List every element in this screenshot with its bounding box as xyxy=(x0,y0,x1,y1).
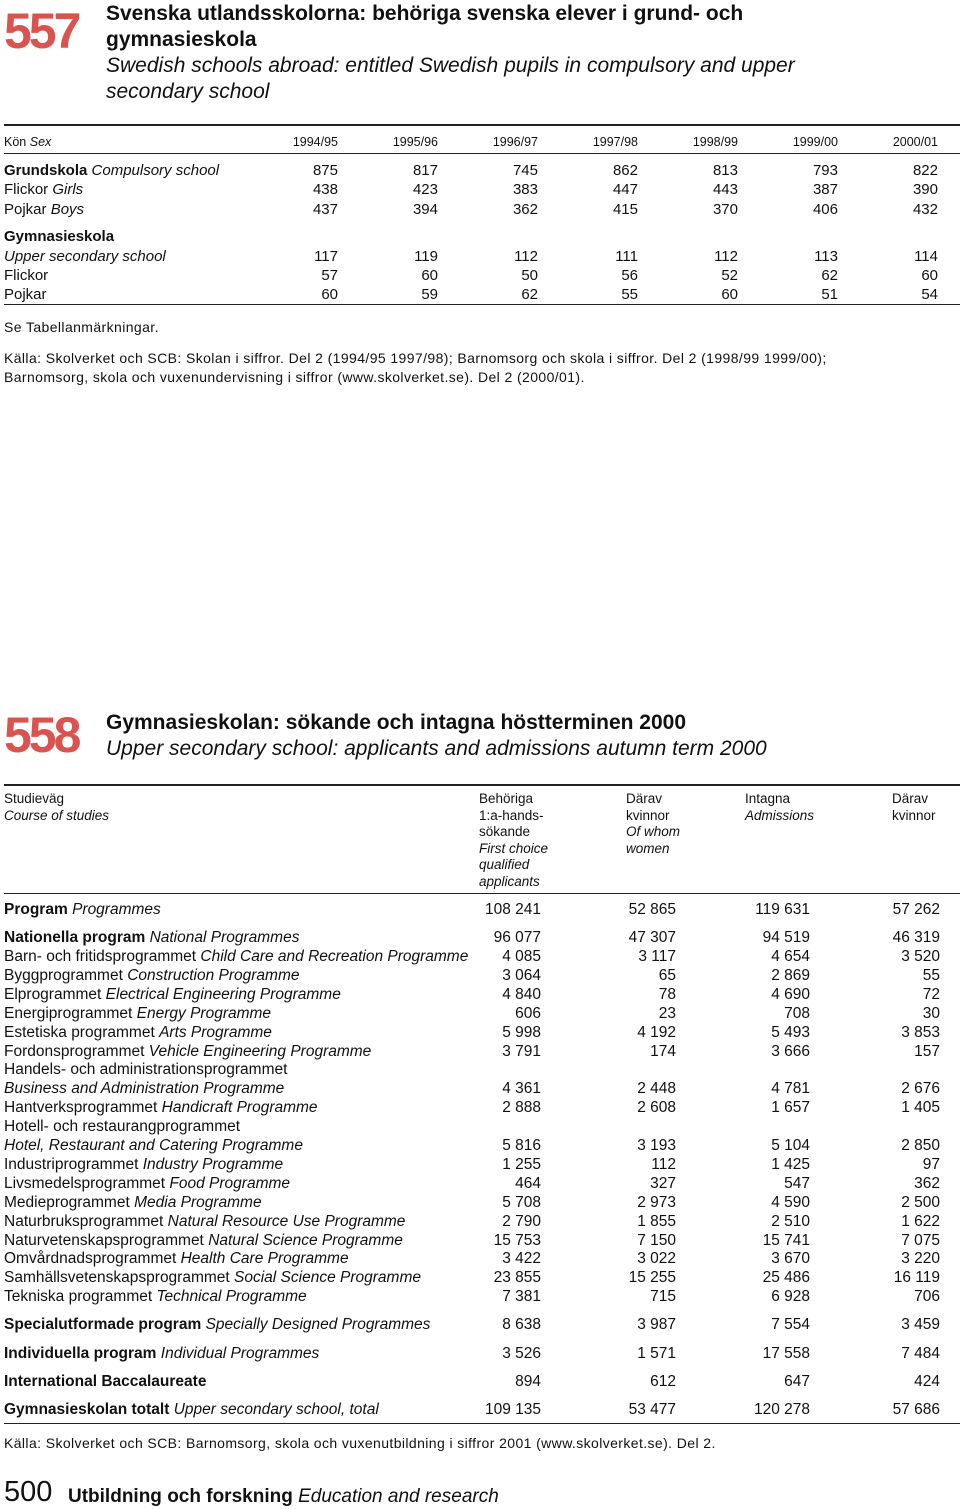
table-row xyxy=(4,1250,960,1269)
table-row xyxy=(4,286,960,306)
table-cell: 2 500 xyxy=(901,1194,940,1211)
table-cell: 3 117 xyxy=(638,948,676,965)
table-cell: 57 xyxy=(321,267,338,284)
table-cell: 362 xyxy=(512,201,538,218)
row-label-en: Media Programme xyxy=(134,1194,262,1211)
table-cell: 57 686 xyxy=(892,1401,940,1418)
table-cell: 96 077 xyxy=(493,929,541,946)
table-cell: 114 xyxy=(914,248,938,265)
table-cell: 4 590 xyxy=(771,1194,810,1211)
row-label-en: Programmes xyxy=(72,901,161,918)
col-of-whom-sv: Därav xyxy=(626,791,663,806)
table-558-source: Källa: Skolverket och SCB: Barnomsorg, skola och vuxenutbildning i siffror 2001 (www.skolverket.se). Del 2. xyxy=(4,1435,716,1451)
table-cell: 822 xyxy=(912,162,938,179)
table-cell: 78 xyxy=(658,986,676,1003)
table-cell: 424 xyxy=(914,1373,940,1390)
row-label-sv: Hantverksprogrammet xyxy=(4,1099,158,1116)
row-label-en: National Programmes xyxy=(149,929,300,946)
col-of-whom-en-2: women xyxy=(626,840,670,856)
table-row xyxy=(4,248,960,268)
table-cell: 62 xyxy=(821,267,838,284)
row-label xyxy=(4,1137,303,1155)
table-cell: 52 865 xyxy=(628,901,676,918)
table-cell: 60 xyxy=(421,267,438,284)
row-label-en: Food Programme xyxy=(169,1175,291,1192)
table-557-source-line-2: Barnomsorg, skola och vuxenundervisning i siffror (www.skolverket.se). Del 2 (2000/01). xyxy=(4,369,585,385)
table-cell: 547 xyxy=(784,1175,810,1192)
row-label xyxy=(4,1232,403,1250)
table-row xyxy=(4,267,960,287)
col-applicants-sv-2: 1:a-hands- xyxy=(479,807,544,823)
row-label-sv: International Baccalaureate xyxy=(4,1373,207,1390)
table-cell: 3 791 xyxy=(502,1043,541,1060)
table-row xyxy=(4,1005,960,1024)
table-cell: 60 xyxy=(921,267,938,284)
table-row xyxy=(4,1080,960,1099)
table-cell: 47 307 xyxy=(628,929,676,946)
table-cell: 406 xyxy=(812,201,838,218)
row-label xyxy=(4,286,47,303)
row-label-sv: Gymnasieskolan totalt xyxy=(4,1401,170,1418)
row-label xyxy=(4,1156,283,1174)
table-cell: 112 xyxy=(714,248,738,265)
table-558-number: 558 xyxy=(4,707,79,763)
table-row xyxy=(4,1213,960,1232)
row-label xyxy=(4,1005,271,1023)
table-cell: 438 xyxy=(312,181,338,198)
table-cell: 612 xyxy=(650,1373,676,1390)
table-cell: 3 526 xyxy=(502,1345,541,1362)
table-cell: 4 840 xyxy=(502,986,541,1003)
table-558-top-rule xyxy=(4,784,960,786)
row-label-en: Upper secondary school, total xyxy=(173,1401,379,1418)
table-cell: 52 xyxy=(721,267,738,284)
table-row xyxy=(4,929,960,948)
row-label-en: Individual Programmes xyxy=(160,1345,320,1362)
table-cell: 3 220 xyxy=(901,1250,940,1267)
table-cell: 875 xyxy=(312,162,338,179)
row-label-sv: Barn- och fritidsprogrammet xyxy=(4,948,197,965)
sex-label-en: Sex xyxy=(29,135,52,149)
row-label xyxy=(4,967,300,985)
table-cell: 112 xyxy=(514,248,538,265)
table-cell: 2 850 xyxy=(901,1137,940,1154)
table-row xyxy=(4,986,960,1005)
table-cell: 53 477 xyxy=(628,1401,676,1418)
table-cell: 4 192 xyxy=(637,1024,676,1041)
table-cell: 62 xyxy=(521,286,538,303)
table-row xyxy=(4,1316,960,1335)
table-cell: 112 xyxy=(651,1156,676,1173)
table-row xyxy=(4,1024,960,1043)
col-women-sv-2: kvinnor xyxy=(892,807,936,823)
table-cell: 119 xyxy=(414,248,438,265)
table-cell: 15 255 xyxy=(628,1269,676,1286)
table-cell: 5 998 xyxy=(502,1024,541,1041)
row-label-en: Specially Designed Programmes xyxy=(205,1316,431,1333)
table-row xyxy=(4,901,960,920)
year-header: 1996/97 xyxy=(492,135,538,149)
row-label-en: Girls xyxy=(52,181,84,198)
table-cell: 1 571 xyxy=(637,1345,676,1362)
table-row xyxy=(4,1099,960,1118)
table-cell: 423 xyxy=(412,181,438,198)
table-cell: 15 753 xyxy=(493,1232,541,1249)
table-cell: 362 xyxy=(914,1175,940,1192)
table-cell: 2 869 xyxy=(771,967,810,984)
table-cell: 46 319 xyxy=(892,929,940,946)
table-cell: 7 554 xyxy=(771,1316,810,1333)
row-label-en: Industry Programme xyxy=(142,1156,284,1173)
table-row xyxy=(4,948,960,967)
row-label-sv: Medieprogrammet xyxy=(4,1194,130,1211)
row-label-sv: Individuella program xyxy=(4,1345,157,1362)
table-cell: 437 xyxy=(312,201,338,218)
col-of-whom-en: Of whom xyxy=(626,824,681,840)
table-558-bottom-rule xyxy=(4,1423,960,1424)
table-558-header-rule xyxy=(4,893,960,894)
table-cell: 59 xyxy=(421,286,438,303)
table-row xyxy=(4,1137,960,1156)
table-557-bottom-rule xyxy=(4,304,960,305)
table-cell: 6 928 xyxy=(771,1288,810,1305)
table-558-title-sv: Gymnasieskolan: sökande och intagna höstterminen 2000 xyxy=(106,711,687,734)
col-course-en: Course of studies xyxy=(4,807,110,823)
table-cell: 5 104 xyxy=(771,1137,810,1154)
table-cell: 3 422 xyxy=(502,1250,541,1267)
table-cell: 813 xyxy=(712,162,738,179)
row-label xyxy=(4,1043,371,1061)
table-cell: 23 855 xyxy=(493,1269,541,1286)
col-applicants-en-3: applicants xyxy=(479,873,540,889)
row-label-sv: Flickor xyxy=(4,267,49,284)
row-label xyxy=(4,1099,318,1117)
year-header: 1998/99 xyxy=(692,135,738,149)
row-label-sv: Pojkar xyxy=(4,286,47,303)
table-row xyxy=(4,1401,960,1420)
table-cell: 5 708 xyxy=(502,1194,541,1211)
row-label xyxy=(4,201,84,218)
col-course-sv: Studieväg xyxy=(4,791,65,806)
table-cell: 5 493 xyxy=(771,1024,810,1041)
table-cell: 4 781 xyxy=(771,1080,810,1097)
table-cell: 7 484 xyxy=(901,1345,940,1362)
table-cell: 2 888 xyxy=(502,1099,541,1116)
table-cell: 447 xyxy=(612,181,638,198)
row-label-sv: Pojkar xyxy=(4,201,47,218)
table-cell: 16 119 xyxy=(893,1269,940,1286)
row-label-en: Business and Administration Programme xyxy=(4,1080,285,1097)
table-cell: 793 xyxy=(812,162,838,179)
col-women-sv: Därav xyxy=(892,791,929,806)
table-row xyxy=(4,1373,960,1392)
col-admissions-sv: Intagna xyxy=(745,791,791,806)
footer-title-en: Education and research xyxy=(298,1486,499,1507)
row-label xyxy=(4,1288,307,1306)
table-cell: 327 xyxy=(650,1175,676,1192)
row-label-sv: Program xyxy=(4,901,68,918)
table-cell: 1 405 xyxy=(901,1099,940,1116)
table-cell: 464 xyxy=(515,1175,541,1192)
table-cell: 2 448 xyxy=(637,1080,676,1097)
row-label-sv: Nationella program xyxy=(4,929,146,946)
table-row xyxy=(4,181,960,201)
row-label-sv: Naturbruksprogrammet xyxy=(4,1213,164,1230)
table-cell: 108 241 xyxy=(484,901,541,918)
row-label-sv: Tekniska programmet xyxy=(4,1288,153,1305)
row-label xyxy=(4,1213,405,1231)
table-cell: 745 xyxy=(512,162,538,179)
table-cell: 119 631 xyxy=(755,901,810,918)
table-557-note: Se Tabellanmärkningar. xyxy=(4,319,159,335)
row-label xyxy=(4,1373,206,1391)
table-cell: 157 xyxy=(914,1043,940,1060)
row-label-en: Technical Programme xyxy=(156,1288,307,1305)
row-label xyxy=(4,1061,287,1079)
table-cell: 1 425 xyxy=(771,1156,810,1173)
table-row xyxy=(4,1061,960,1080)
year-header: 1997/98 xyxy=(592,135,638,149)
row-label xyxy=(4,248,166,265)
table-557-title-sv: Svenska utlandsskolorna: behöriga svenska elever i grund- och gymnasieskola xyxy=(106,2,744,51)
table-cell: 54 xyxy=(921,286,938,303)
table-cell: 2 510 xyxy=(771,1213,810,1230)
row-label xyxy=(4,929,299,947)
row-label-en: Upper secondary school xyxy=(4,248,166,265)
table-cell: 4 085 xyxy=(502,948,541,965)
row-label-en: Vehicle Engineering Programme xyxy=(148,1043,372,1060)
row-label-sv: Byggprogrammet xyxy=(4,967,123,984)
row-label xyxy=(4,1401,379,1419)
row-label xyxy=(4,1345,319,1363)
table-cell: 174 xyxy=(650,1043,676,1060)
table-cell: 1 255 xyxy=(502,1156,541,1173)
table-cell: 1 622 xyxy=(901,1213,940,1230)
table-row xyxy=(4,1345,960,1364)
table-cell: 7 075 xyxy=(901,1232,940,1249)
row-label xyxy=(4,986,341,1004)
row-label-sv: Omvårdnadsprogrammet xyxy=(4,1250,177,1267)
table-row xyxy=(4,967,960,986)
row-label xyxy=(4,267,48,284)
row-label-sv: Specialutformade program xyxy=(4,1316,202,1333)
row-label-sv: Fordonsprogrammet xyxy=(4,1043,145,1060)
table-558-title-en: Upper secondary school: applicants and admissions autumn term 2000 xyxy=(106,737,767,760)
row-label-sv: Hotell- och restaurangprogrammet xyxy=(4,1118,241,1135)
table-cell: 5 816 xyxy=(502,1137,541,1154)
row-label-sv: Grundskola xyxy=(4,162,88,179)
row-label-en: Construction Programme xyxy=(127,967,300,984)
row-label-sv: Energiprogrammet xyxy=(4,1005,133,1022)
table-cell: 370 xyxy=(712,201,738,218)
table-557-number: 557 xyxy=(4,3,79,59)
table-cell: 3 987 xyxy=(637,1316,676,1333)
col-of-whom-sv-2: kvinnor xyxy=(626,807,670,823)
table-row xyxy=(4,1194,960,1213)
row-label-sv: Estetiska programmet xyxy=(4,1024,155,1041)
row-label-sv: Samhällsvetenskapsprogrammet xyxy=(4,1269,230,1286)
table-cell: 8 638 xyxy=(502,1316,541,1333)
table-row xyxy=(4,162,960,182)
footer-title-sv: Utbildning och forskning xyxy=(68,1486,293,1507)
table-cell: 894 xyxy=(515,1373,541,1390)
row-label xyxy=(4,1118,240,1136)
table-cell: 1 855 xyxy=(637,1213,676,1230)
row-label xyxy=(4,1194,262,1212)
table-row xyxy=(4,228,960,248)
table-cell: 4 654 xyxy=(771,948,810,965)
table-cell: 3 666 xyxy=(771,1043,810,1060)
table-cell: 3 520 xyxy=(901,948,940,965)
table-cell: 25 486 xyxy=(762,1269,810,1286)
table-cell: 387 xyxy=(812,181,838,198)
row-label-en: Energy Programme xyxy=(136,1005,272,1022)
row-label-en: Natural Resource Use Programme xyxy=(167,1213,406,1230)
table-cell: 50 xyxy=(521,267,538,284)
table-557-title-en: Swedish schools abroad: entitled Swedish pupils in compulsory and upper secondary school xyxy=(106,54,795,103)
table-cell: 2 676 xyxy=(901,1080,940,1097)
table-row xyxy=(4,1269,960,1288)
table-row xyxy=(4,1232,960,1251)
row-label-en: Compulsory school xyxy=(91,162,220,179)
row-label xyxy=(4,1024,272,1042)
year-header: 1999/00 xyxy=(792,135,838,149)
table-cell: 4 361 xyxy=(502,1080,541,1097)
table-cell: 94 519 xyxy=(762,929,810,946)
table-cell: 2 608 xyxy=(637,1099,676,1116)
table-cell: 56 xyxy=(621,267,638,284)
table-cell: 51 xyxy=(821,286,838,303)
row-label-en: Natural Science Programme xyxy=(208,1232,403,1249)
table-cell: 109 135 xyxy=(484,1401,541,1418)
col-admissions-en: Admissions xyxy=(745,807,815,823)
row-label-sv: Naturvetenskapsprogrammet xyxy=(4,1232,204,1249)
row-label-sv: Livsmedelsprogrammet xyxy=(4,1175,166,1192)
table-cell: 443 xyxy=(712,181,738,198)
row-label-sv: Flickor xyxy=(4,181,49,198)
table-557-header-rule xyxy=(4,153,960,154)
table-cell: 415 xyxy=(612,201,638,218)
row-label-en: Hotel, Restaurant and Catering Programme xyxy=(4,1137,303,1154)
row-label xyxy=(4,1080,284,1098)
table-cell: 3 853 xyxy=(901,1024,940,1041)
row-label xyxy=(4,1175,290,1193)
row-label xyxy=(4,162,219,179)
table-cell: 3 193 xyxy=(637,1137,676,1154)
row-label xyxy=(4,948,468,966)
table-cell: 7 381 xyxy=(502,1288,541,1305)
row-label xyxy=(4,901,161,919)
table-cell: 3 459 xyxy=(901,1316,940,1333)
table-cell: 111 xyxy=(615,248,638,265)
table-cell: 383 xyxy=(512,181,538,198)
table-cell: 715 xyxy=(650,1288,676,1305)
year-header: 1995/96 xyxy=(392,135,438,149)
table-cell: 708 xyxy=(784,1005,810,1022)
table-cell: 2 790 xyxy=(502,1213,541,1230)
row-label-sv: Handels- och administrationsprogrammet xyxy=(4,1061,288,1078)
table-cell: 432 xyxy=(912,201,938,218)
page-number: 500 xyxy=(4,1476,53,1508)
row-label xyxy=(4,181,83,198)
table-cell: 72 xyxy=(922,986,940,1003)
year-header: 1994/95 xyxy=(292,135,338,149)
table-row xyxy=(4,201,960,221)
row-label-sv: Gymnasieskola xyxy=(4,228,115,245)
table-cell: 390 xyxy=(912,181,938,198)
row-label xyxy=(4,1316,430,1334)
row-label-en: Arts Programme xyxy=(159,1024,272,1041)
table-cell: 3 670 xyxy=(771,1250,810,1267)
table-557-source-line-1: Källa: Skolverket och SCB: Skolan i siffror. Del 2 (1994/95 1997/98); Barnomsorg och skola i siffror. Del 2 (1998/99 1999/00); xyxy=(4,350,827,366)
table-cell: 3 064 xyxy=(502,967,541,984)
table-cell: 23 xyxy=(658,1005,676,1022)
col-applicants-sv: Behöriga xyxy=(479,791,534,806)
table-cell: 97 xyxy=(922,1156,940,1173)
table-row xyxy=(4,1175,960,1194)
table-cell: 817 xyxy=(412,162,438,179)
table-row xyxy=(4,1118,960,1137)
table-cell: 862 xyxy=(612,162,638,179)
table-cell: 4 690 xyxy=(771,986,810,1003)
col-applicants-sv-3: sökande xyxy=(479,824,531,840)
table-cell: 113 xyxy=(814,248,838,265)
running-footer xyxy=(68,1486,499,1508)
table-cell: 17 558 xyxy=(762,1345,810,1362)
table-cell: 55 xyxy=(621,286,638,303)
table-cell: 60 xyxy=(321,286,338,303)
table-cell: 394 xyxy=(412,201,438,218)
table-cell: 60 xyxy=(721,286,738,303)
table-row xyxy=(4,1156,960,1175)
col-applicants-en: First choice xyxy=(479,840,549,856)
row-label-en: Health Care Programme xyxy=(180,1250,349,1267)
row-label xyxy=(4,228,114,245)
row-label-sv: Industriprogrammet xyxy=(4,1156,139,1173)
table-cell: 65 xyxy=(658,967,676,984)
row-label-sv: Elprogrammet xyxy=(4,986,102,1003)
row-label-en: Social Science Programme xyxy=(234,1269,421,1286)
table-cell: 7 150 xyxy=(637,1232,676,1249)
table-cell: 15 741 xyxy=(762,1232,810,1249)
table-cell: 55 xyxy=(922,967,940,984)
row-label-en: Handicraft Programme xyxy=(161,1099,318,1116)
row-label-en: Boys xyxy=(50,201,85,218)
table-cell: 2 973 xyxy=(637,1194,676,1211)
table-cell: 3 022 xyxy=(637,1250,676,1267)
row-label-en: Child Care and Recreation Programme xyxy=(200,948,469,965)
table-cell: 1 657 xyxy=(771,1099,810,1116)
table-cell: 706 xyxy=(914,1288,940,1305)
year-header: 2000/01 xyxy=(892,135,938,149)
table-cell: 30 xyxy=(922,1005,940,1022)
table-cell: 117 xyxy=(314,248,338,265)
row-label xyxy=(4,1269,421,1287)
table-row xyxy=(4,1288,960,1307)
table-cell: 120 278 xyxy=(753,1401,810,1418)
row-label-en: Electrical Engineering Programme xyxy=(105,986,341,1003)
row-label xyxy=(4,1250,349,1268)
table-cell: 606 xyxy=(515,1005,541,1022)
table-557-top-rule xyxy=(4,124,960,126)
table-cell: 57 262 xyxy=(892,901,940,918)
col-applicants-en-2: qualified xyxy=(479,857,530,873)
table-cell: 647 xyxy=(784,1373,810,1390)
sex-label-sv: Kön xyxy=(4,135,27,149)
table-row xyxy=(4,1043,960,1062)
